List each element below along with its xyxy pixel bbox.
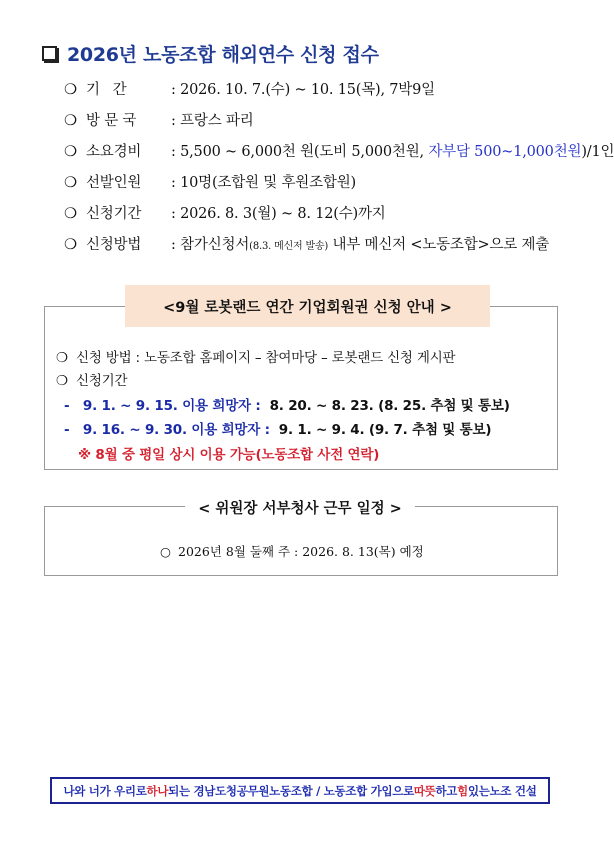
footer-slogan bbox=[50, 777, 550, 804]
info-value-sep: : bbox=[171, 144, 181, 160]
info-value-suffix: 내부 메신저 <노동조합>으로 제출 bbox=[328, 237, 550, 253]
schedule-dash: - bbox=[64, 422, 70, 438]
robotland-note: ※ 8월 중 평일 상시 이용 가능(노동조합 사전 연락) bbox=[78, 447, 380, 463]
info-item-selection bbox=[64, 171, 356, 192]
square-checkbox-icon bbox=[42, 46, 57, 61]
page-title-text: 2026년 노동조합 해외연수 신청 접수 bbox=[67, 44, 379, 66]
chairman-schedule bbox=[160, 542, 424, 560]
page-title bbox=[42, 40, 379, 67]
circle-bullet-icon: ❍ bbox=[56, 373, 68, 389]
robotland-schedule-row bbox=[64, 394, 510, 414]
robotland-period bbox=[56, 369, 127, 389]
slogan-seg: 되는 경남도청공무원노동조합 / 노동조합 가입으로 bbox=[168, 783, 414, 798]
robotland-schedule-row bbox=[64, 418, 491, 438]
info-value: 5,500 ~ 6,000천 원(도비 5,000천원, bbox=[180, 144, 429, 160]
info-value-sep: : bbox=[171, 82, 181, 98]
info-value-sep: : bbox=[171, 237, 181, 253]
info-label: 선발인원 bbox=[86, 175, 142, 191]
info-value: 10명(조합원 및 후원조합원) bbox=[180, 175, 356, 191]
info-item-country bbox=[64, 109, 254, 130]
info-label: 방 문 국 bbox=[86, 113, 137, 129]
info-value: 2026. 10. 7.(수) ~ 10. 15(목), 7박9일 bbox=[180, 82, 435, 98]
slogan-end: 노조 건설 bbox=[489, 783, 537, 798]
robotland-method-text: 신청 방법 : 노동조합 홈페이지 – 참여마당 – 로봇랜드 신청 게시판 bbox=[76, 350, 456, 366]
robotland-method bbox=[56, 346, 455, 366]
info-label: 소요경비 bbox=[86, 144, 142, 160]
circle-bullet-icon: ○ bbox=[160, 544, 171, 559]
info-value: 프랑스 파리 bbox=[180, 113, 254, 129]
info-value: 참가신청서 bbox=[180, 237, 250, 253]
circle-bullet-icon: ❍ bbox=[64, 82, 77, 98]
circle-bullet-icon: ❍ bbox=[64, 237, 77, 253]
circle-bullet-icon: ❍ bbox=[56, 350, 68, 366]
info-label: 신청기간 bbox=[86, 206, 142, 222]
info-value-suffix: )/1인 bbox=[581, 144, 614, 160]
robotland-period-label: 신청기간 bbox=[76, 373, 128, 389]
info-value-highlight: 자부담 500~1,000천원 bbox=[428, 144, 582, 160]
circle-bullet-icon: ❍ bbox=[64, 113, 77, 129]
slogan-highlight: 따뜻 bbox=[413, 783, 436, 798]
circle-bullet-icon: ❍ bbox=[64, 144, 77, 160]
circle-bullet-icon: ❍ bbox=[64, 206, 77, 222]
info-value: 2026. 8. 3(월) ~ 8. 12(수)까지 bbox=[180, 206, 386, 222]
chairman-header: < 위원장 서부청사 근무 일정 > bbox=[185, 494, 415, 520]
schedule-detail: 8. 20. ~ 8. 23. (8. 25. 추첨 및 통보) bbox=[269, 398, 510, 414]
info-value-sep: : bbox=[171, 206, 181, 222]
info-item-apply-period bbox=[64, 202, 386, 223]
info-label: 기 간 bbox=[86, 82, 131, 98]
schedule-detail: 9. 1. ~ 9. 4. (9. 7. 추첨 및 통보) bbox=[278, 422, 492, 438]
info-value-sep: : bbox=[171, 113, 181, 129]
schedule-range: 9. 1. ~ 9. 15. 이용 희망자 : bbox=[82, 398, 261, 414]
info-label: 신청방법 bbox=[86, 237, 142, 253]
robotland-header: <9월 로봇랜드 연간 기업회원권 신청 안내 > bbox=[125, 285, 490, 327]
circle-bullet-icon: ❍ bbox=[64, 175, 77, 191]
slogan-seg: 나와 너가 우리로 bbox=[63, 783, 147, 798]
slogan-seg: 있는 bbox=[467, 783, 490, 798]
info-item-cost bbox=[64, 140, 614, 161]
info-value-sep: : bbox=[171, 175, 181, 191]
info-item-period bbox=[64, 78, 435, 99]
slogan-highlight: 힘 bbox=[457, 783, 468, 798]
slogan-highlight: 하나 bbox=[146, 783, 169, 798]
schedule-dash: - bbox=[64, 398, 70, 414]
info-item-apply-method bbox=[64, 233, 549, 254]
slogan-seg: 하고 bbox=[435, 783, 458, 798]
info-value-note: (8.3. 메신저 발송) bbox=[249, 241, 329, 252]
schedule-range: 9. 16. ~ 9. 30. 이용 희망자 : bbox=[82, 422, 270, 438]
chairman-schedule-text: 2026년 8월 둘째 주 : 2026. 8. 13(목) 예정 bbox=[178, 544, 424, 559]
